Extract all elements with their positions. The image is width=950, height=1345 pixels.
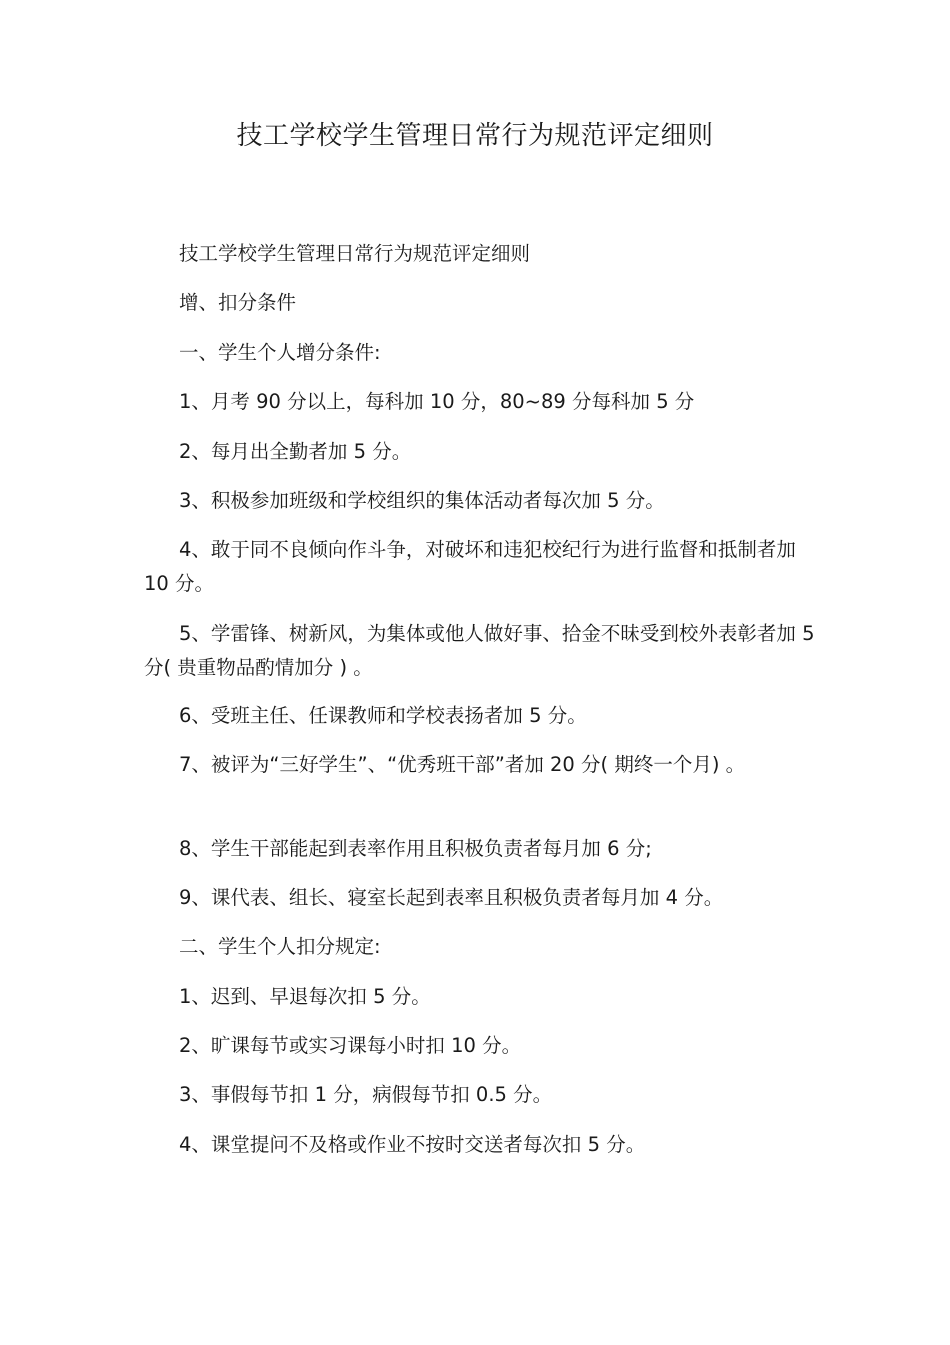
document-subtitle: 技工学校学生管理日常行为规范评定细则: [179, 242, 531, 265]
part1-item-3: 3、积极参加班级和学校组织的集体活动者每次加 5 分。: [179, 489, 665, 512]
part1-item-7: 7、被评为“三好学生”、“优秀班干部”者加 20 分( 期终一个月) 。: [179, 753, 746, 776]
part1-item-9: 9、课代表、组长、寝室长起到表率且积极负责者每月加 4 分。: [179, 886, 724, 909]
document-title: 技工学校学生管理日常行为规范评定细则: [236, 121, 714, 151]
part2-item-4: 4、课堂提问不及格或作业不按时交送者每次扣 5 分。: [179, 1133, 646, 1156]
part2-heading: 二、学生个人扣分规定:: [179, 935, 381, 958]
part1-item-6: 6、受班主任、任课教师和学校表扬者加 5 分。: [179, 704, 587, 727]
part2-item-3: 3、事假每节扣 1 分，病假每节扣 0.5 分。: [179, 1083, 553, 1106]
part2-item-2: 2、旷课每节或实习课每小时扣 10 分。: [179, 1034, 522, 1057]
part1-item-8: 8、学生干部能起到表率作用且积极负责者每月加 6 分;: [179, 837, 652, 860]
part1-item-5: 5、学雷锋、树新风，为集体或他人做好事、拾金不昧受到校外表彰者加 5 分( 贵重物品酌情加分 ) 。: [144, 622, 815, 679]
part1-heading: 一、学生个人增分条件:: [179, 341, 381, 364]
part1-item-1: 1、月考 90 分以上，每科加 10 分，80~89 分每科加 5 分: [179, 390, 695, 413]
part1-item-4: 4、敢于同不良倾向作斗争，对破坏和违犯校纪行为进行监督和抵制者加 10 分。: [144, 538, 796, 595]
part2-item-1: 1、迟到、早退每次扣 5 分。: [179, 985, 431, 1008]
section-heading: 增、扣分条件: [179, 291, 297, 314]
part1-item-2: 2、每月出全勤者加 5 分。: [179, 440, 412, 463]
